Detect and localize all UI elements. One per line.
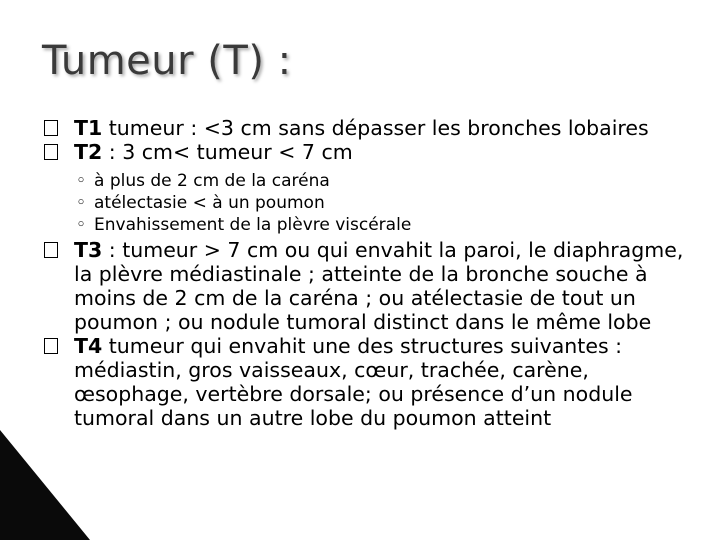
sub-item — [44, 192, 708, 214]
sub-item — [44, 170, 708, 192]
bullet-text: tumeur qui envahit une des structures suivantes : médiastin, gros vaisseaux, cœur, trachée, carène, œsophage, vertèbre dorsale; ou présence d’un nodule tumoral dans un autre lobe du poumon atteint — [74, 334, 633, 430]
bullet-t2 — [44, 140, 708, 164]
bullet-t3 — [44, 238, 708, 334]
square-bullet-icon — [44, 242, 58, 258]
bullet-label: T4 — [74, 334, 103, 358]
square-bullet-icon — [44, 338, 58, 354]
content-body — [44, 116, 708, 430]
circle-bullet-icon: ◦ — [76, 215, 87, 235]
square-bullet-icon — [44, 144, 58, 160]
slide-title: Tumeur (T) : — [42, 38, 292, 84]
sub-item — [44, 214, 708, 236]
sub-item-text: Envahissement de la plèvre viscérale — [94, 215, 412, 235]
bullet-label: T3 — [74, 238, 103, 262]
sub-item-text: à plus de 2 cm de la caréna — [94, 171, 330, 191]
square-bullet-icon — [44, 120, 58, 136]
circle-bullet-icon: ◦ — [76, 193, 87, 213]
t2-sublist — [44, 170, 708, 236]
sub-item-text: atélectasie < à un poumon — [94, 193, 325, 213]
bullet-label: T1 — [74, 116, 103, 140]
bullet-text: : tumeur > 7 cm ou qui envahit la paroi, le diaphragme, la plèvre médiastinale ; atteinte de la bronche souche à moins de 2 cm de la caréna ; ou atélectasie de tout un poumon ; ou nodule tumoral distinct dans le même lobe — [74, 238, 684, 334]
bullet-t1 — [44, 116, 708, 140]
bullet-t4 — [44, 334, 708, 430]
bullet-text: : 3 cm< tumeur < 7 cm — [102, 140, 353, 164]
circle-bullet-icon: ◦ — [76, 171, 87, 191]
bullet-text: tumeur : <3 cm sans dépasser les bronches lobaires — [102, 116, 649, 140]
bullet-label: T2 — [74, 140, 103, 164]
